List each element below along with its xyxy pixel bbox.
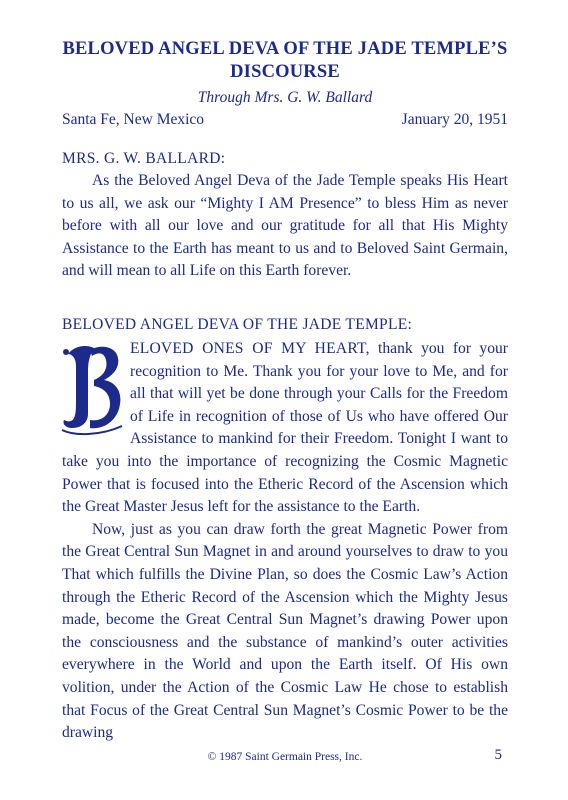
intro-paragraph-text: As the Beloved Angel Deva of the Jade Temple speaks His Heart to us all, we ask our “Mighty I AM Presence” to bless Him as never before with all our love and our gratitude for all that His Mighty Assistance to the Earth has meant to us and to Beloved Saint Germain, and will mean to all Life on this Earth forever.: [62, 172, 508, 280]
location-date-row: [62, 110, 508, 130]
document-page: [62, 0, 508, 800]
paragraph-1-text: thank you for your recognition to Me. Thank you for your love to Me, and for all that will yet be done through your Calls for the Freedom of Life in recognition of those of Us who have offered Our Assistance to mankind for their Freedom. Tonight I want to take you into the importance of recognizing the Cosmic Magnetic Power that is focused into the Etheric Record of the Ascension which the Great Master Jesus left for the assistance to the Earth.: [62, 340, 508, 516]
speaker-heading-ballard: MRS. G. W. BALLARD:: [62, 150, 226, 167]
speaker-heading-deva: BELOVED ANGEL DEVA OF THE JADE TEMPLE:: [62, 316, 413, 333]
discourse-title: [62, 38, 508, 84]
title-line-2: DISCOURSE: [230, 62, 340, 82]
discourse-paragraph-1: [62, 338, 508, 519]
location: Santa Fe, New Mexico: [62, 111, 205, 128]
discourse-subtitle: Through Mrs. G. W. Ballard: [197, 89, 373, 106]
lead-in-caps: ELOVED ONES OF MY HEART,: [130, 340, 370, 357]
discourse-paragraph-2: Now, just as you can draw forth the great Magnetic Power from the Great Central Sun Magnet in and around yourselves to draw to you That which fulfills the Divine Plan, so does the Cosmic Law’s Action through the Etheric Record of the Ascension which the Mighty Jesus made, become the Great Central Sun Magnet’s drawing Power upon the consciousness and the substance of mankind’s outer activities everywhere in the World and upon the Earth itself. Of His own volition, under the Action of the Cosmic Law He chose to establish that Focus of the Great Central Sun Magnet’s Cosmic Power to be the drawing: [62, 520, 508, 742]
decorative-dropcap-b-icon: [60, 340, 124, 436]
intro-paragraph: [62, 170, 508, 283]
page-number: 5: [494, 747, 502, 763]
title-line-1: BELOVED ANGEL DEVA OF THE JADE TEMPLE’S: [62, 39, 508, 59]
date: January 20, 1951: [401, 111, 508, 128]
discourse-body: [62, 338, 508, 745]
copyright-notice: © 1987 Saint Germain Press, Inc.: [207, 751, 363, 763]
